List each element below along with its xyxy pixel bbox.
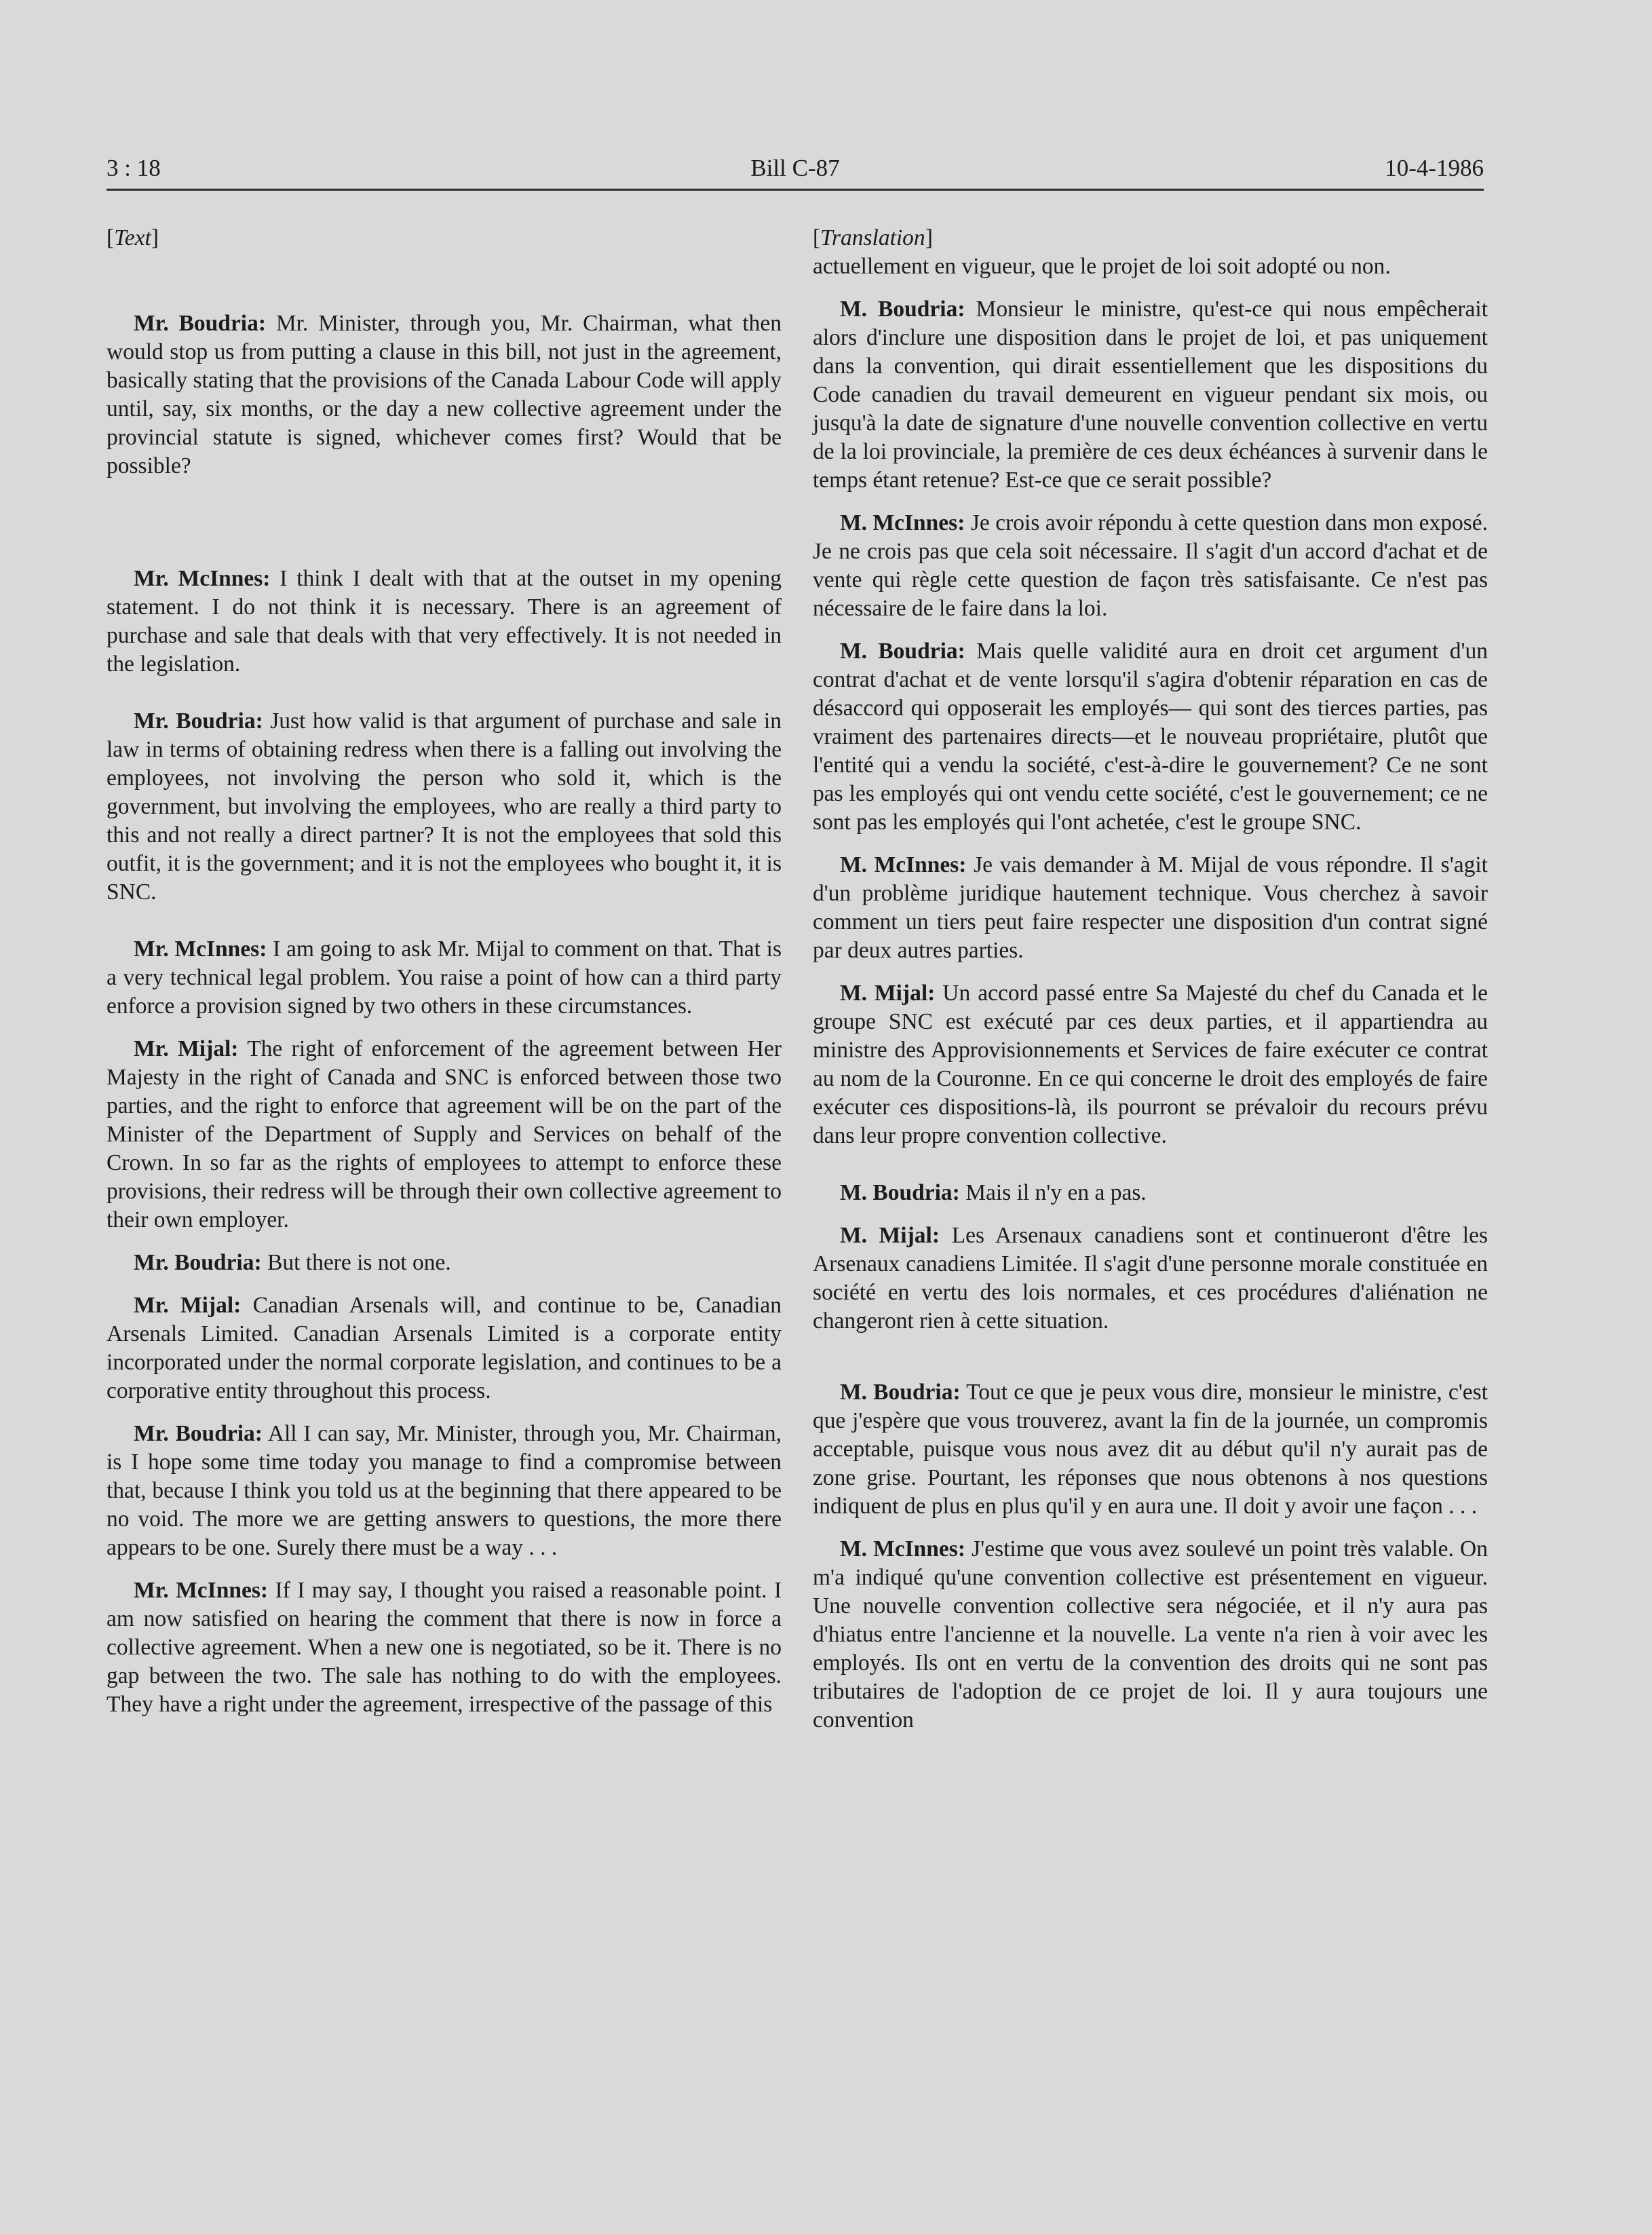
transcript-paragraph: Mr. Boudria: All I can say, Mr. Minister, through you, Mr. Chairman, is I hope some time today you manage to find a compromise between that, because I think you told us at the beginning that there appeared to be no void. The more we are getting answers to questions, the more there appears to be one. Surely there must be a way . . . [107,1421,782,1560]
transcript-paragraph: M. Boudria: Mais il n'y en a pas. [840,1180,1147,1205]
transcript-paragraph: M. Boudria: Mais quelle validité aura en droit cet argument d'un contrat d'achat et de vente lorsqu'il s'agira d'obtenir réparation en cas de désaccord qui opposerait les employés— qui sont des tierces parties, pas vraiment des partenaires directs—et le nouveau propriétaire, plutôt que l'entité qui a vendu la société, c'est-à-dire le gouvernement? Ce ne sont pas les employés qui ont vendu cette société, c'est le gouvernement; ce ne sont pas les employés qui l'ont achetée, c'est le groupe SNC. [813,639,1488,835]
transcript-paragraph: Mr. Boudria: But there is not one. [134,1250,451,1275]
bill-title: Bill C-87 [750,155,840,181]
speaker-name: Mr. McInnes: [134,1578,269,1603]
page-header [107,155,1484,191]
transcript-paragraph: Mr. Boudria: Just how valid is that argument of purchase and sale in law in terms of obtaining redress when there is a falling out involving the employees, not involving the person who sold it, which is the government, but involving the employees, who are really a third party to this and not really a direct partner? It is not the employees that sold this outfit, it is the government; and it is not the employees who bought it, it is SNC. [107,708,782,905]
page-number: 3 : 18 [107,155,161,181]
transcript-paragraph: M. Boudria: Tout ce que je peux vous dire, monsieur le ministre, c'est que j'espère que vous trouverez, avant la fin de la journée, un compromis acceptable, puisque vous nous avez dit au début qu'il n'y aurait pas de zone grise. Pourtant, les réponses que nous obtenons à nos questions indiquent de plus en plus qu'il y en aura une. Il doit y avoir une façon . . . [813,1380,1488,1519]
transcript-paragraph: M. Boudria: Monsieur le ministre, qu'est-ce qui nous empêcherait alors d'inclure une disposition dans le projet de loi, et pas uniquement dans la convention, qui dirait essentiellement que les dispositions du Code canadien du travail demeurent en vigueur pendant six mois, ou jusqu'à la date de signature d'une nouvelle convention collective en vertu de la loi provinciale, la première de ces deux échéances à survenir dans le temps étant retenue? Est-ce que ce serait possible? [813,297,1488,493]
transcript-paragraph: M. Mijal: Les Arsenaux canadiens sont et continueront d'être les Arsenaux canadiens Limitée. Il s'agit d'une personne morale constituée en société en vertu des lois normales, et ces procédures d'aliénation ne changeront rien à cette situation. [813,1223,1488,1333]
speaker-name: M. Boudria: [840,639,965,664]
speaker-name: M. McInnes: [840,1536,965,1561]
speaker-name: M. Boudria: [840,1380,961,1405]
transcript-paragraph: M. Mijal: Un accord passé entre Sa Majesté du chef du Canada et le groupe SNC est exécuté par ces deux parties, et il appartiendra au ministre des Approvisionnements et Services de faire exécuter ce contrat au nom de la Couronne. En ce qui concerne le droit des employés de faire exécuter ces dispositions-là, ils pourront se prévaloir du recours prévu dans leur propre convention collective. [813,981,1488,1148]
transcript-paragraph: M. McInnes: J'estime que vous avez soulevé un point très valable. On m'a indiqué qu'une convention collective est présentement en vigueur. Une nouvelle convention collective sera négociée, et il n'y aura pas d'hiatus entre l'ancienne et la nouvelle. La vente n'a rien à voir avec les employés. Ils ont en vertu de la convention des droits qui ne sont pas tributaires de l'adoption de ce projet de loi. Il y aura toujours une convention [813,1536,1488,1733]
speaker-name: Mr. Mijal: [134,1293,242,1318]
speaker-name: Mr. Mijal: [134,1036,239,1061]
speaker-name: M. Boudria: [840,297,965,322]
transcript-paragraph: Mr. Mijal: Canadian Arsenals will, and continue to be, Canadian Arsenals Limited. Canadian Arsenals Limited is a corporate entity incorporated under the normal corporate legislation, and continues to be a corporative entity throughout this process. [107,1293,782,1403]
transcript-paragraph: M. McInnes: Je crois avoir répondu à cette question dans mon exposé. Je ne crois pas que cela soit nécessaire. Il s'agit d'un accord d'achat et de vente qui règle cette question de façon très satisfaisante. Ce n'est pas nécessaire de le faire dans la loi. [813,510,1488,621]
transcript-paragraph: M. McInnes: Je vais demander à M. Mijal de vous répondre. Il s'agit d'un problème juridique hautement technique. Vous cherchez à savoir comment un tiers peut faire respecter une disposition d'un contrat signé par deux autres parties. [813,852,1488,963]
transcript-paragraph: Mr. Boudria: Mr. Minister, through you, Mr. Chairman, what then would stop us from putting a clause in this bill, not just in the agreement, basically stating that the provisions of the Canada Labour Code will apply until, say, six months, or the day a new collective agreement under the provincial statute is signed, whichever comes first? Would that be possible? [107,311,782,478]
speaker-name: M. McInnes: [840,510,965,535]
meeting-date: 10-4-1986 [1385,155,1484,181]
speaker-name: Mr. McInnes: [134,936,267,962]
speaker-name: M. Mijal: [840,1223,940,1248]
transcript-paragraph: Mr. Mijal: The right of enforcement of the agreement between Her Majesty in the right of Canada and SNC is enforced between those two parties, and the right to enforce that agreement will be on the part of the Minister of the Department of Supply and Services on behalf of the Crown. In so far as the rights of employees to attempt to enforce these provisions, their redress will be through their own collective agreement to their own employer. [107,1036,782,1232]
speaker-name: Mr. Boudria: [134,1250,262,1275]
column-label-translation: [Translation] [813,225,933,250]
french-column [813,224,1488,1735]
transcript-paragraph: Mr. McInnes: I am going to ask Mr. Mijal to comment on that. That is a very technical legal problem. You raise a point of how can a third party enforce a provision signed by two others in these circumstances. [107,936,782,1019]
speaker-name: Mr. Boudria: [134,1421,263,1446]
speaker-name: M. Mijal: [840,981,936,1006]
speaker-name: Mr. McInnes: [134,566,271,591]
column-label-text: [Text] [107,225,159,250]
english-column [107,224,782,1719]
speaker-name: M. McInnes: [840,852,967,877]
speaker-name: M. Boudria: [840,1180,960,1205]
transcript-continuation: actuellement en vigueur, que le projet de loi soit adopté ou non. [813,254,1391,279]
speaker-name: Mr. Boudria: [134,311,267,336]
transcript-paragraph: Mr. McInnes: If I may say, I thought you raised a reasonable point. I am now satisfied on hearing the comment that there is now in force a collective agreement. When a new one is negotiated, so be it. There is no gap between the two. The sale has nothing to do with the employees. They have a right under the agreement, irrespective of the passage of this [107,1578,782,1717]
speaker-name: Mr. Boudria: [134,708,263,734]
transcript-paragraph: Mr. McInnes: I think I dealt with that at the outset in my opening statement. I do not think it is necessary. There is an agreement of purchase and sale that deals with that very effectively. It is not needed in the legislation. [107,566,782,677]
